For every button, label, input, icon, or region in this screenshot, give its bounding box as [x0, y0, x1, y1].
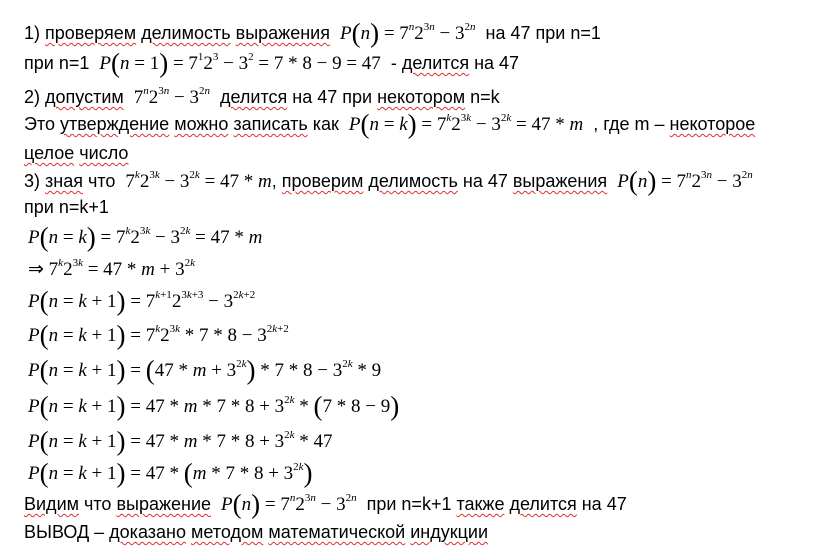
equation-line [28, 222, 263, 252]
line-text: Видим что выражение [24, 494, 212, 514]
formula: $P(n = k + 1) = 7^{k+1}2^{3k+3} - 3^{2k+2}$ [28, 286, 256, 316]
text-line [24, 142, 128, 164]
line-text: при n=k+1 также делится на 47 [366, 494, 627, 514]
formula: $P(n) = 7^n2^{3n} - 3^{2n}$ [221, 489, 357, 519]
formula: $P(n = k) = 7^k2^{3k} - 3^{2k} = 47 * m$ [348, 109, 584, 139]
line-text: при n=k+1 [24, 197, 109, 217]
line-text: ВЫВОД – доказано методом математической индукции [24, 522, 489, 542]
formula: $7^n2^{3n} - 3^{2n}$ [133, 85, 210, 108]
line-text: , где m – некоторое [593, 114, 756, 134]
formula: $P(n = k + 1) = (47 * m + 3^{2k}) * 7 * 8 - 3^{2k} * 9$ [28, 355, 382, 385]
equation-line [28, 391, 400, 421]
line-text: при n=1 [24, 53, 90, 73]
formula: $P(n = k + 1) = 47 * m * 7 * 8 + 3^{2k} * 47$ [28, 426, 333, 456]
formula: $P(n) = 7^n2^{3n} - 3^{2n}$ [339, 18, 476, 48]
formula: $P(n = k + 1) = 7^k2^{3k} * 7 * 8 - 3^{2k+2}$ [28, 320, 289, 350]
text-line [24, 109, 756, 139]
text-line [24, 18, 601, 48]
line-text: , проверим делимость на 47 выражения [271, 171, 608, 191]
equation-line [28, 320, 289, 350]
line-text: 2) допустим [24, 87, 124, 107]
equation-line [28, 258, 195, 281]
equation-line [28, 355, 382, 385]
formula: $P(n = k) = 7^k2^{3k} - 3^{2k} = 47 * m$ [28, 222, 263, 252]
line-text: - делится на 47 [390, 53, 520, 73]
formula: $P(n = 1) = 7^12^3 - 3^2 = 7 * 8 - 9 = 47$ [99, 48, 381, 78]
formula: $P(n = k + 1) = 47 * m * 7 * 8 + 3^{2k} * (7 * 8 - 9)$ [28, 391, 400, 421]
text-line [24, 86, 500, 109]
line-text: 1) проверяем делимость выражения [24, 23, 330, 43]
text-line [24, 521, 488, 543]
line-text: на 47 при n=1 [485, 23, 601, 43]
formula: ⇒ $7^k2^{3k} = 47 * m + 3^{2k}$ [28, 257, 196, 280]
formula: $P(n) = 7^n2^{3n} - 3^{2n}$ [617, 166, 753, 196]
line-text: Это утверждение можно записать как [24, 114, 339, 134]
line-text: делится на 47 при некотором n=k [220, 87, 500, 107]
formula: $7^k2^{3k} - 3^{2k} = 47 * m$ [125, 169, 272, 192]
text-line [24, 489, 627, 519]
text-line [24, 166, 753, 196]
equation-line [28, 286, 256, 316]
text-line [24, 48, 520, 78]
formula: $P(n = k + 1) = 47 * (m * 7 * 8 + 3^{2k})$ [28, 458, 313, 488]
equation-line [28, 426, 333, 456]
line-text: целое число [24, 143, 129, 163]
line-text: 3) зная что [24, 171, 116, 191]
equation-line [28, 458, 313, 488]
text-line [24, 196, 109, 218]
